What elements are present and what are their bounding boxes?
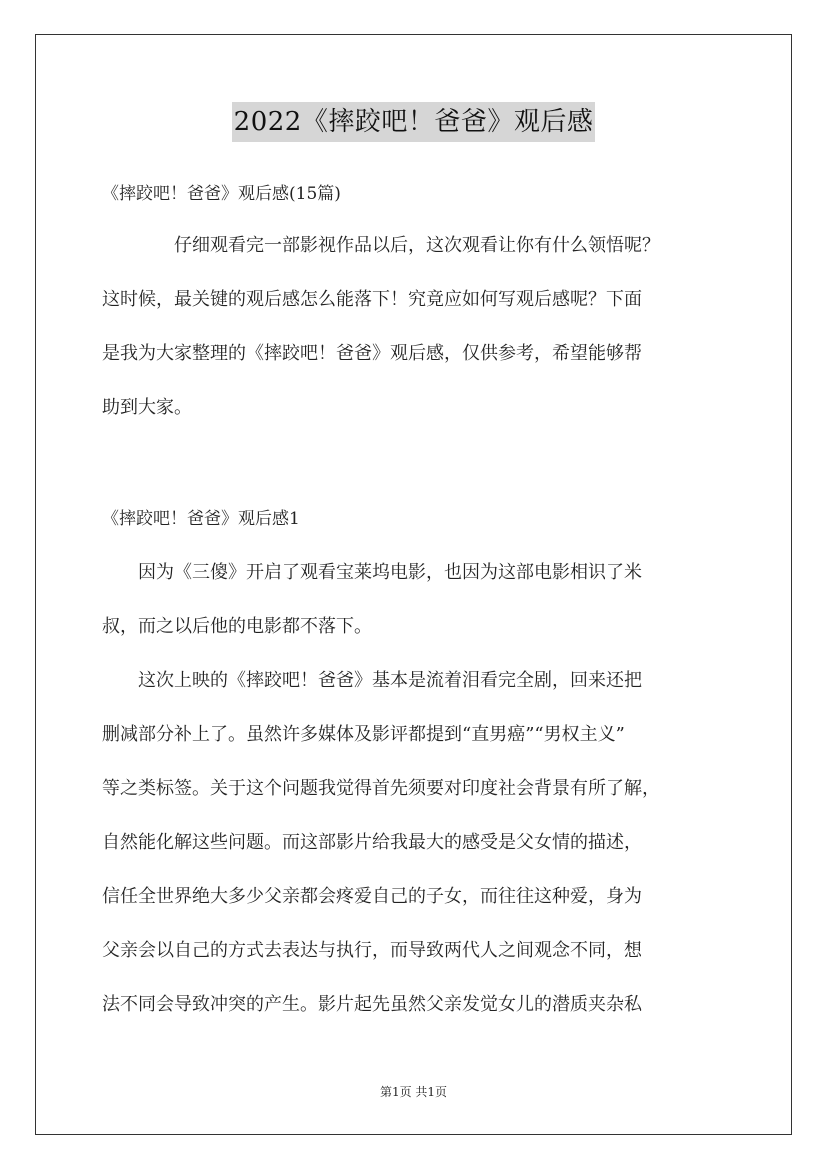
paragraph-line: 法不同会导致冲突的产生。影片起先虽然父亲发觉女儿的潜质夹杂私 [102,994,642,1015]
title-container [0,102,827,142]
paragraph-line: 这次上映的《摔跤吧！爸爸》基本是流着泪看完全剧，回来还把 [138,670,642,691]
paragraph-2 [102,654,742,1032]
section-heading: 《摔跤吧！爸爸》观后感1 [102,509,300,529]
paragraph-line: 自然能化解这些问题。而这部影片给我最大的感受是父女情的描述， [102,832,642,853]
section-body [102,546,742,1032]
document-title: 2022《摔跤吧！爸爸》观后感 [232,102,596,142]
page-footer: 第1页 共1页 [379,1085,448,1099]
document-subtitle: 《摔跤吧！爸爸》观后感(15篇) [102,184,341,204]
paragraph-1 [102,546,742,654]
paragraph-line: 因为《三傻》开启了观看宝莱坞电影，也因为这部电影相识了米 [138,562,642,583]
intro-paragraph [102,219,742,435]
paragraph-line: 父亲会以自己的方式去表达与执行，而导致两代人之间观念不同，想 [102,940,642,961]
intro-line: 仔细观看完一部影视作品以后，这次观看让你有什么领悟呢？ [174,235,660,256]
paragraph-line: 等之类标签。关于这个问题我觉得首先须要对印度社会背景有所了解， [102,778,660,799]
paragraph-line: 信任全世界绝大多少父亲都会疼爱自己的子女，而往往这种爱，身为 [102,886,642,907]
paragraph-line: 叔，而之以后他的电影都不落下。 [102,616,372,637]
intro-line: 助到大家。 [102,397,192,418]
paragraph-line: 删减部分补上了。虽然许多媒体及影评都提到“直男癌”“男权主义” [102,724,625,745]
intro-line: 是我为大家整理的《摔跤吧！爸爸》观后感，仅供参考，希望能够帮 [102,343,642,364]
intro-line: 这时候，最关键的观后感怎么能落下！究竟应如何写观后感呢？下面 [102,289,642,310]
